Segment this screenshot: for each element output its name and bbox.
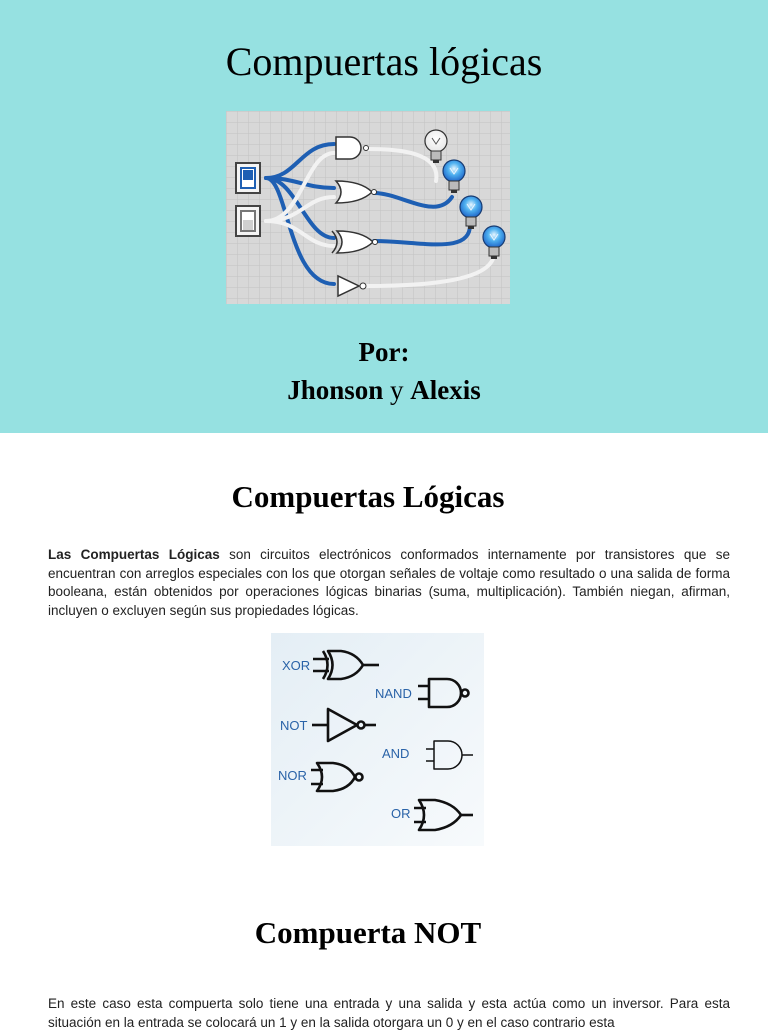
cover-title: Compuertas lógicas [225, 39, 543, 84]
nand-label: NAND [375, 686, 412, 701]
section-heading-not: Compuerta NOT [254, 915, 482, 950]
authors-line [0, 372, 768, 408]
not-paragraph: En este caso esta compuerta solo tiene una entrada y una salida y esta actúa como un inversor. Para esta situación en la entrada se colocará un 1 y en la salida otorgara un 0 y en el caso contrario esta [48, 996, 730, 1030]
not-label: NOT [280, 718, 308, 733]
switch-icon [236, 206, 260, 236]
intro-body: son circuitos electrónicos conformados internamente por transistores que se encuentran con arreglos especiales con los que otorgan señales de voltaje como resultado o una salida de forma booleana, están obtenidos por operaciones lógicas binarias (suma, multiplicación). También niegan, afirman, incluyen o excluyen según sus propiedades lógicas. [48, 547, 731, 618]
section-heading-compuertas: Compuertas Lógicas [231, 479, 505, 514]
nor-label: NOR [278, 768, 307, 783]
and-label: AND [382, 746, 410, 761]
or-label: OR [391, 806, 411, 821]
logic-circuit-illustration [226, 111, 510, 304]
authors-conjunction: y [390, 375, 404, 405]
por-label: Por: [358, 337, 410, 367]
logic-gates-figure [271, 633, 484, 846]
xor-label: XOR [282, 658, 311, 673]
intro-paragraph [48, 546, 730, 620]
intro-bold-lead: Las Compuertas Lógicas [48, 547, 220, 562]
switch-icon [236, 163, 260, 193]
author-1: Jhonson [287, 375, 384, 405]
author-2: Alexis [410, 375, 481, 405]
cover-section [0, 0, 768, 433]
